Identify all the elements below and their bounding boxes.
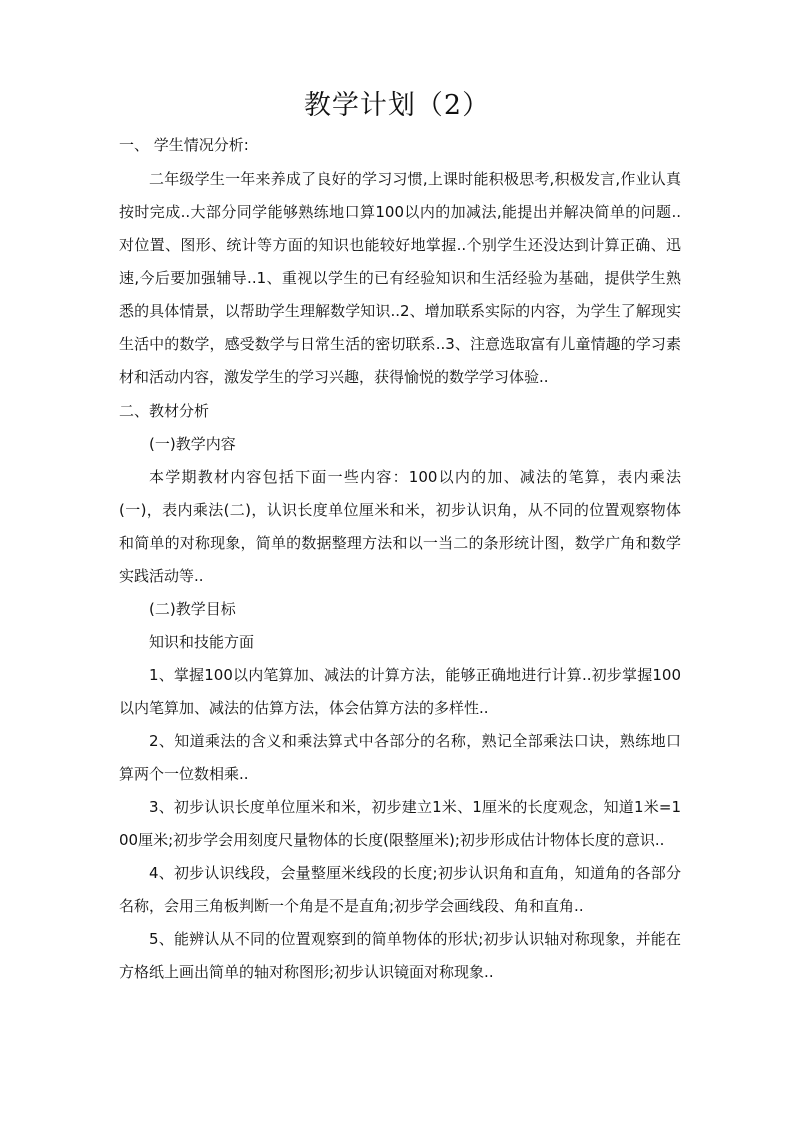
subheading-teaching-content: (一)教学内容: [149, 435, 236, 453]
goal-item: 2、知道乘法的含义和乘法算式中各部分的名称，熟记全部乘法口诀，熟练地口算两个一位数相乘..: [119, 732, 681, 783]
goal-item: 5、能辨认从不同的位置观察到的简单物体的形状;初步认识轴对称现象，并能在方格纸上画出简单的轴对称图形;初步认识镜面对称现象..: [119, 930, 681, 981]
goal-item: 4、初步认识线段，会量整厘米线段的长度;初步认识角和直角，知道角的各部分名称，会用三角板判断一个角是不是直角;初步学会画线段、角和直角..: [119, 864, 681, 915]
section-heading-student-analysis: 一、 学生情况分析:: [119, 136, 249, 154]
paragraph-student-analysis: 二年级学生一年来养成了良好的学习习惯,上课时能积极思考,积极发言,作业认真按时完成..大部分同学能够熟练地口算100以内的加减法,能提出并解决简单的问题..对位置、图形、统计等方面的知识也能较好地掌握..个别学生还没达到计算正确、迅速,今后要加强辅导..1、重视以学生的已有经验知识和生活经验为基础，提供学生熟悉的具体情景，以帮助学生理解数学知识..2、增加联系实际的内容，为学生了解现实生活中的数学，感受数学与日常生活的密切联系..3、注意选取富有儿童情趣的学习素材和活动内容，激发学生的学习兴趣，获得愉悦的数学学习体验..: [119, 170, 681, 386]
paragraph-teaching-content: 本学期教材内容包括下面一些内容：100以内的加、减法的笔算，表内乘法(一)，表内乘法(二)，认识长度单位厘米和米，初步认识角，从不同的位置观察物体和简单的对称现象，简单的数据整理方法和以一当二的条形统计图，数学广角和数学实践活动等..: [119, 468, 681, 585]
goal-item: 1、掌握100以内笔算加、减法的计算方法，能够正确地进行计算..初步掌握100以内笔算加、减法的估算方法，体会估算方法的多样性..: [119, 666, 681, 717]
subheading-knowledge-skills: 知识和技能方面: [149, 633, 255, 651]
page-title: 教学计划（2）: [303, 90, 491, 121]
document-body: [119, 128, 681, 989]
goal-item: 3、初步认识长度单位厘米和米，初步建立1米、1厘米的长度观念，知道1米=100厘米;初步学会用刻度尺量物体的长度(限整厘米);初步形成估计物体长度的意识..: [119, 798, 681, 849]
subheading-teaching-goals: (二)教学目标: [149, 600, 236, 618]
section-heading-textbook-analysis: 二、教材分析: [119, 402, 210, 420]
